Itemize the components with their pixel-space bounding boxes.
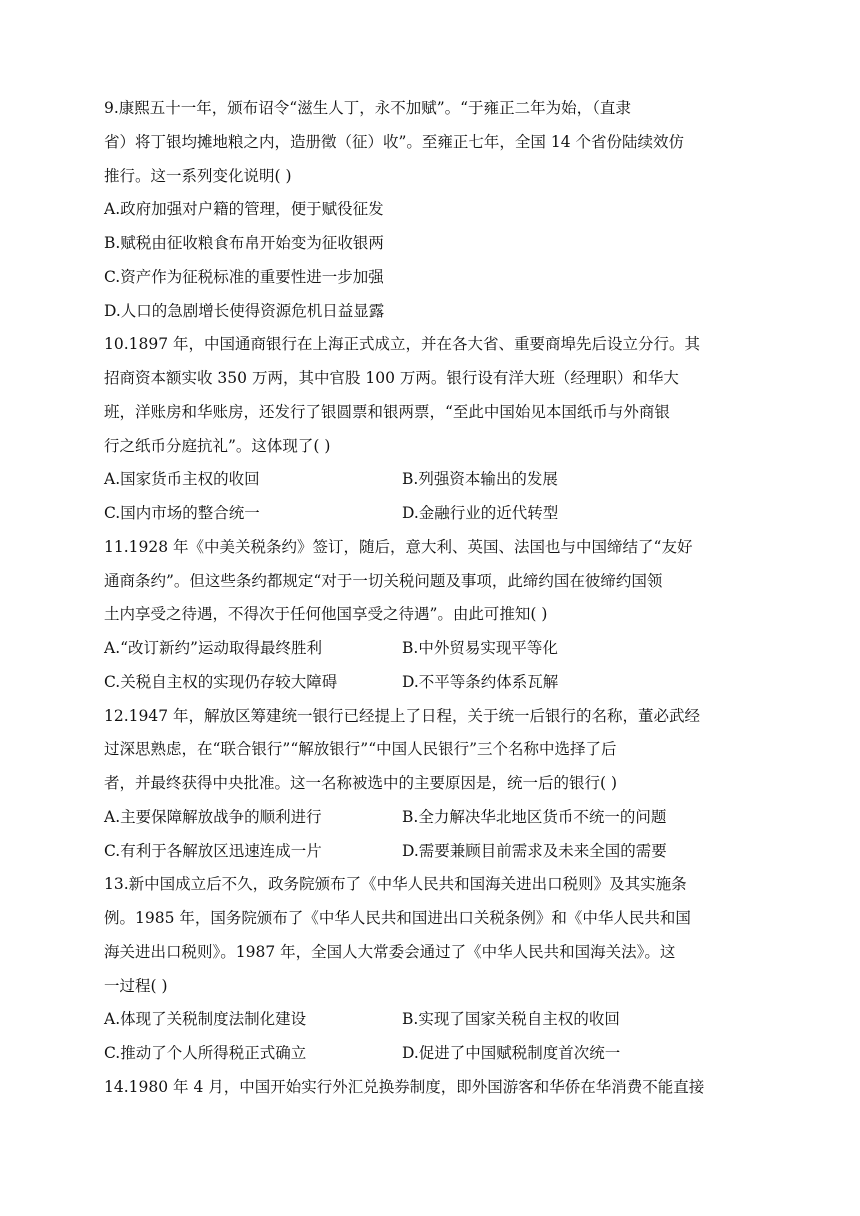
option-row bbox=[104, 469, 764, 489]
option-d: D.人口的急剧增长使得资源危机日益显露 bbox=[104, 301, 385, 320]
option-b: B.赋税由征收粮食布帛开始变为征收银两 bbox=[104, 234, 384, 252]
question-stem-line: 13.新中国成立后不久，政务院颁布了《中华人民共和国海关进出口税则》及其实施条 bbox=[104, 875, 687, 894]
option-a: A.国家货币主权的收回 bbox=[104, 470, 260, 489]
option-b: B.中外贸易实现平等化 bbox=[402, 639, 558, 657]
option-row bbox=[104, 1043, 764, 1063]
option-a: A.政府加强对户籍的管理，便于赋役征发 bbox=[104, 200, 384, 219]
question-stem-line: 省）将丁银均摊地粮之内，造册徵（征）收”。至雍正七年，全国 14 个省份陆续效仿 bbox=[104, 132, 685, 151]
option-d: D.促进了中国赋税制度首次统一 bbox=[402, 1044, 621, 1062]
question-stem-line: 一过程( ) bbox=[104, 976, 168, 995]
option-row bbox=[104, 638, 764, 658]
question-9 bbox=[104, 98, 764, 321]
option-c: C.国内市场的整合统一 bbox=[104, 504, 260, 522]
option-b: B.列强资本输出的发展 bbox=[402, 470, 558, 489]
question-stem-line: 招商资本额实收 350 万两，其中官股 100 万两。银行设有洋大班（经理职）和华大 bbox=[104, 369, 679, 387]
option-c: C.推动了个人所得税正式确立 bbox=[104, 1044, 307, 1062]
question-stem-line: 例。1985 年，国务院颁布了《中华人民共和国进出口关税条例》和《中华人民共和国 bbox=[104, 909, 691, 927]
question-13 bbox=[104, 874, 764, 1063]
question-12 bbox=[104, 706, 764, 861]
question-stem-line: 通商条约”。但这些条约都规定“对于一切关税问题及事项，此缔约国在彼缔约国领 bbox=[104, 571, 663, 590]
question-list bbox=[104, 98, 764, 1111]
option-c: C.关税自主权的实现仍存较大障碍 bbox=[104, 672, 338, 691]
option-d: D.需要兼顾目前需求及未来全国的需要 bbox=[402, 841, 667, 860]
question-14 bbox=[104, 1077, 764, 1097]
question-stem-line: 12.1947 年，解放区筹建统一银行已经提上了日程，关于统一后银行的名称，董必武经 bbox=[104, 706, 701, 725]
option-a: A.主要保障解放战争的顺利进行 bbox=[104, 807, 322, 826]
option-d: D.金融行业的近代转型 bbox=[402, 504, 559, 522]
option-d: D.不平等条约体系瓦解 bbox=[402, 672, 559, 691]
option-row bbox=[104, 841, 764, 861]
question-stem-line: 11.1928 年《中美关税条约》签订，随后，意大利、英国、法国也与中国缔结了“友好 bbox=[104, 537, 693, 556]
question-10 bbox=[104, 334, 764, 523]
option-a: A.体现了关税制度法制化建设 bbox=[104, 1010, 307, 1029]
option-a: A.“改订新约”运动取得最终胜利 bbox=[104, 639, 322, 657]
option-c: C.资产作为征税标准的重要性进一步加强 bbox=[104, 267, 384, 286]
question-stem-line: 海关进出口税则》。1987 年，全国人大常委会通过了《中华人民共和国海关法》。这 bbox=[104, 942, 676, 961]
question-stem-line: 行之纸币分庭抗礼”。这体现了( ) bbox=[104, 436, 331, 455]
question-stem-line: 土内享受之待遇，不得次于任何他国享受之待遇”。由此可推知( ) bbox=[104, 605, 548, 624]
option-c: C.有利于各解放区迅速连成一片 bbox=[104, 841, 322, 860]
option-row bbox=[104, 1009, 764, 1029]
question-stem-line: 推行。这一系列变化说明( ) bbox=[104, 166, 292, 185]
question-stem-line: 9.康熙五十一年，颁布诏令“滋生人丁，永不加赋”。“于雍正二年为始，（直隶 bbox=[104, 99, 631, 117]
option-row bbox=[104, 503, 764, 523]
question-stem-line: 14.1980 年 4 月，中国开始实行外汇兑换券制度，即外国游客和华侨在华消费不能直接 bbox=[104, 1077, 705, 1096]
option-row bbox=[104, 807, 764, 827]
question-stem-line: 者，并最终获得中央批准。这一名称被选中的主要原因是，统一后的银行( ) bbox=[104, 774, 618, 792]
question-stem-line: 过深思熟虑，在“联合银行”“解放银行”“中国人民银行”三个名称中选择了后 bbox=[104, 740, 617, 759]
question-stem-line: 班，洋账房和华账房，还发行了银圆票和银两票，“至此中国始见本国纸币与外商银 bbox=[104, 402, 670, 421]
question-stem-line: 10.1897 年，中国通商银行在上海正式成立，并在各大省、重要商埠先后设立分行。其 bbox=[104, 335, 701, 354]
question-11 bbox=[104, 537, 764, 692]
option-b: B.实现了国家关税自主权的收回 bbox=[402, 1010, 620, 1029]
option-b: B.全力解决华北地区货币不统一的问题 bbox=[402, 807, 667, 826]
option-row bbox=[104, 672, 764, 692]
